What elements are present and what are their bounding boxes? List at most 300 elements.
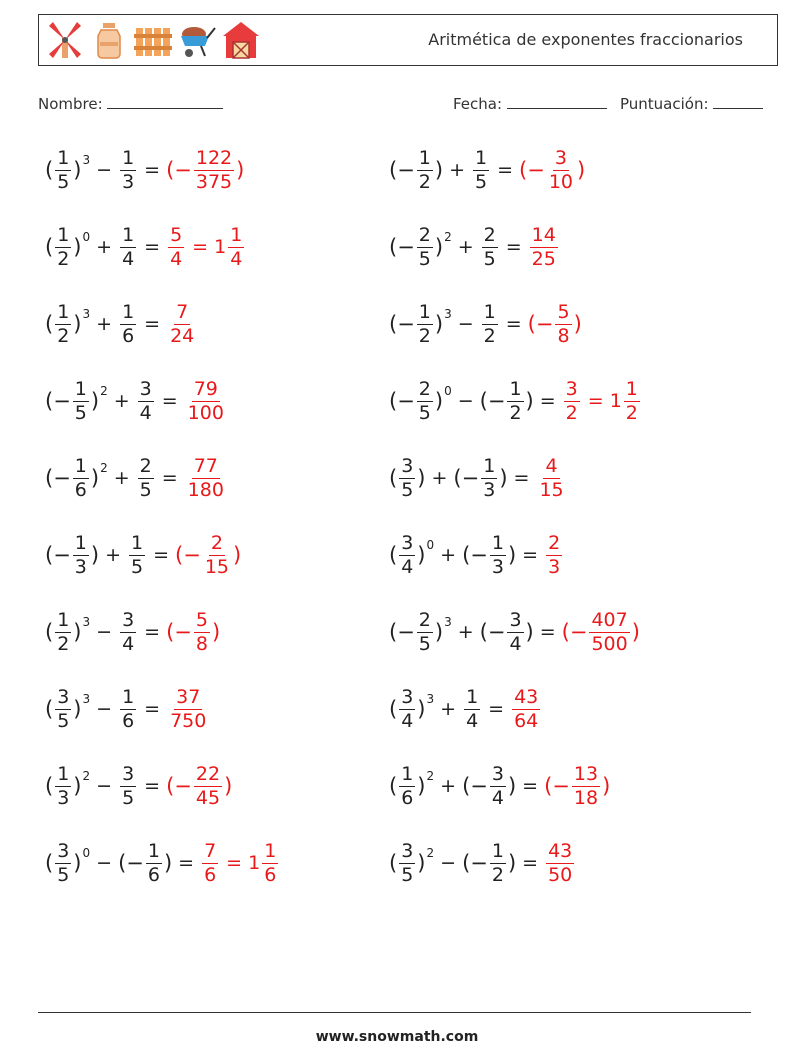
denominator: 2 — [565, 401, 578, 424]
denominator: 6 — [204, 863, 217, 886]
problem — [389, 679, 542, 739]
numerator: 3 — [122, 608, 135, 631]
numerator: 43 — [548, 839, 573, 862]
fraction — [73, 454, 89, 501]
fraction — [507, 377, 523, 424]
numerator: 1 — [122, 223, 135, 246]
numerator: 3 — [401, 685, 414, 708]
answer — [184, 454, 228, 501]
parenthesis: (− — [118, 851, 144, 875]
exponent: 2 — [82, 769, 91, 783]
operator: + — [113, 467, 130, 489]
problem-row — [45, 756, 765, 833]
denominator: 2 — [509, 401, 522, 424]
problem — [389, 371, 642, 431]
parenthesis: ) — [525, 620, 534, 644]
exponent: 3 — [426, 692, 435, 706]
parenthesis: ( — [45, 774, 54, 798]
fraction — [547, 146, 575, 193]
denominator: 3 — [57, 786, 70, 809]
denominator: 5 — [401, 478, 414, 501]
numerator: 22 — [195, 762, 221, 785]
numerator: 1 — [401, 762, 414, 785]
answer — [527, 300, 582, 347]
barn-icon — [221, 20, 261, 60]
fraction — [73, 531, 89, 578]
problem — [45, 756, 232, 816]
fraction — [186, 377, 226, 424]
parenthesis: ) — [631, 620, 640, 644]
problem-expression — [45, 146, 166, 193]
problem-expression — [389, 685, 510, 732]
fraction — [564, 377, 580, 424]
denominator: 3 — [491, 555, 504, 578]
numerator: 1 — [491, 839, 504, 862]
problem-row — [45, 140, 765, 217]
windmill-icon — [45, 20, 85, 60]
operator: − — [96, 159, 113, 181]
parenthesis: (− — [389, 235, 415, 259]
problem-expression — [45, 454, 184, 501]
problem-expression — [45, 531, 175, 578]
fraction — [546, 839, 574, 886]
parenthesis: (− — [389, 312, 415, 336]
problem-grid — [45, 140, 765, 910]
operator: = — [587, 390, 604, 412]
operator: = — [153, 544, 170, 566]
answer — [519, 146, 586, 193]
date-blank[interactable] — [507, 93, 607, 109]
parenthesis: ( — [389, 774, 398, 798]
fraction — [120, 762, 136, 809]
denominator: 2 — [483, 324, 496, 347]
numerator: 3 — [57, 839, 70, 862]
numerator: 1 — [625, 377, 638, 400]
problem-expression — [389, 146, 519, 193]
numerator: 7 — [176, 300, 189, 323]
parenthesis: ) — [73, 851, 82, 875]
parenthesis: ) — [417, 466, 426, 490]
denominator: 25 — [531, 247, 556, 270]
parenthesis: ( — [45, 697, 54, 721]
denominator: 15 — [539, 478, 564, 501]
parenthesis: ) — [90, 543, 100, 567]
header-icons — [45, 20, 261, 62]
fraction — [194, 762, 222, 809]
fraction — [55, 685, 71, 732]
operator: + — [440, 775, 457, 797]
parenthesis: ( — [45, 312, 54, 336]
operator: = — [522, 775, 539, 797]
date-field — [453, 93, 607, 113]
exponent: 0 — [82, 846, 91, 860]
fraction — [464, 685, 480, 732]
denominator: 4 — [139, 401, 152, 424]
denominator: 5 — [74, 401, 87, 424]
denominator: 4 — [122, 632, 135, 655]
name-blank[interactable] — [107, 93, 223, 109]
denominator: 180 — [187, 478, 224, 501]
numerator: 1 — [74, 531, 87, 554]
answer — [561, 608, 640, 655]
problem-row — [45, 602, 765, 679]
numerator: 3 — [509, 608, 522, 631]
fraction — [537, 454, 565, 501]
fraction — [129, 531, 145, 578]
parenthesis: ) — [434, 158, 444, 182]
numerator: 1 — [418, 146, 431, 169]
operator: = — [488, 698, 505, 720]
problem-row — [45, 294, 765, 371]
numerator: 1 — [509, 377, 522, 400]
parenthesis: (− — [519, 158, 545, 182]
milk-jug-icon — [89, 20, 129, 60]
numerator: 3 — [401, 531, 414, 554]
numerator: 1 — [57, 146, 70, 169]
operator: = — [144, 236, 161, 258]
problem — [45, 448, 228, 508]
problem-expression — [389, 762, 544, 809]
numerator: 1 — [475, 146, 488, 169]
parenthesis: ( — [45, 235, 54, 259]
parenthesis: ) — [499, 466, 508, 490]
parenthesis: (− — [462, 774, 488, 798]
problem-expression — [45, 608, 166, 655]
denominator: 2 — [57, 324, 70, 347]
fraction — [55, 762, 71, 809]
header-box — [38, 14, 778, 66]
fraction — [186, 454, 226, 501]
operator: − — [96, 775, 113, 797]
problem — [389, 294, 582, 354]
parenthesis: ) — [73, 774, 82, 798]
exponent: 0 — [444, 384, 452, 398]
fraction — [555, 300, 571, 347]
parenthesis: (− — [45, 543, 71, 567]
parenthesis: ) — [73, 697, 82, 721]
exponent: 0 — [426, 538, 435, 552]
fraction — [194, 146, 234, 193]
fraction — [482, 300, 498, 347]
parenthesis: ) — [577, 158, 586, 182]
denominator: 4 — [170, 247, 183, 270]
numerator: 3 — [139, 377, 152, 400]
operator: + — [457, 621, 474, 643]
denominator: 8 — [557, 324, 570, 347]
denominator: 4 — [509, 632, 522, 655]
parenthesis: (− — [45, 389, 71, 413]
denominator: 2 — [418, 324, 431, 347]
whole-number: 1 — [248, 852, 261, 874]
fraction — [417, 146, 433, 193]
parenthesis: ( — [45, 620, 54, 644]
fraction — [168, 223, 184, 270]
answer — [166, 685, 210, 732]
problem-row — [45, 217, 765, 294]
denominator: 4 — [466, 709, 479, 732]
denominator: 50 — [548, 863, 573, 886]
numerator: 1 — [466, 685, 479, 708]
parenthesis: ) — [233, 543, 242, 567]
operator: + — [105, 544, 122, 566]
numerator: 1 — [418, 300, 431, 323]
problem — [45, 371, 228, 431]
denominator: 15 — [204, 555, 230, 578]
numerator: 2 — [418, 223, 431, 246]
denominator: 2 — [491, 863, 504, 886]
parenthesis: ) — [507, 851, 517, 875]
denominator: 6 — [122, 709, 135, 732]
fraction — [55, 223, 71, 270]
parenthesis: ) — [434, 235, 444, 259]
operator: − — [96, 698, 113, 720]
parenthesis: (− — [527, 312, 554, 336]
numerator: 3 — [401, 839, 414, 862]
problem-expression — [389, 300, 528, 347]
parenthesis: ) — [236, 158, 245, 182]
parenthesis: ) — [163, 851, 173, 875]
numerator: 1 — [74, 377, 87, 400]
fraction — [399, 839, 415, 886]
fraction — [120, 608, 136, 655]
numerator: 1 — [74, 454, 87, 477]
fraction — [417, 223, 433, 270]
fraction — [120, 300, 136, 347]
numerator: 43 — [514, 685, 539, 708]
numerator: 77 — [193, 454, 218, 477]
problem-expression — [45, 685, 166, 732]
exponent: 3 — [82, 692, 91, 706]
denominator: 45 — [195, 786, 221, 809]
operator: − — [457, 390, 474, 412]
numerator: 1 — [147, 839, 160, 862]
operator: = — [513, 467, 530, 489]
denominator: 4 — [401, 709, 414, 732]
numerator: 1 — [483, 300, 496, 323]
denominator: 6 — [122, 324, 135, 347]
parenthesis: ) — [434, 620, 444, 644]
numerator: 1 — [57, 762, 70, 785]
numerator: 1 — [230, 223, 243, 246]
denominator: 5 — [401, 863, 414, 886]
exponent: 3 — [444, 307, 452, 321]
parenthesis: ( — [45, 158, 54, 182]
denominator: 5 — [122, 786, 135, 809]
denominator: 24 — [170, 324, 195, 347]
parenthesis: ) — [73, 158, 82, 182]
parenthesis: ) — [417, 697, 426, 721]
fraction — [417, 377, 433, 424]
operator: + — [113, 390, 130, 412]
numerator: 1 — [264, 839, 277, 862]
operator: = — [539, 390, 556, 412]
problem-expression — [45, 377, 184, 424]
fraction — [546, 531, 562, 578]
problem-expression — [389, 377, 562, 424]
denominator: 500 — [591, 632, 628, 655]
parenthesis: ) — [507, 774, 517, 798]
parenthesis: ( — [389, 466, 398, 490]
problem-expression — [45, 300, 166, 347]
operator: = — [144, 775, 161, 797]
denominator: 5 — [418, 247, 431, 270]
numerator: 2 — [418, 377, 431, 400]
fraction — [572, 762, 600, 809]
denominator: 8 — [195, 632, 208, 655]
problem-expression — [389, 531, 544, 578]
denominator: 5 — [57, 863, 70, 886]
exponent: 0 — [82, 230, 91, 244]
parenthesis: ) — [507, 543, 517, 567]
fraction — [507, 608, 523, 655]
fraction — [228, 223, 244, 270]
numerator: 37 — [176, 685, 201, 708]
parenthesis: (− — [166, 774, 192, 798]
numerator: 2 — [548, 531, 561, 554]
fraction — [512, 685, 540, 732]
parenthesis: ) — [224, 774, 233, 798]
fraction — [194, 608, 210, 655]
answer — [184, 377, 228, 424]
problem — [45, 525, 241, 585]
denominator: 375 — [195, 170, 233, 193]
exponent: 2 — [426, 846, 435, 860]
numerator: 13 — [573, 762, 599, 785]
problem — [389, 217, 560, 277]
denominator: 6 — [74, 478, 87, 501]
answer — [175, 531, 242, 578]
parenthesis: ) — [73, 312, 82, 336]
worksheet-title: Aritmética de exponentes fraccionarios — [428, 30, 743, 49]
parenthesis: ) — [525, 389, 534, 413]
denominator: 6 — [147, 863, 160, 886]
denominator: 6 — [401, 786, 414, 809]
parenthesis: (− — [462, 851, 488, 875]
answer — [166, 300, 198, 347]
operator: − — [96, 621, 113, 643]
fraction — [138, 377, 154, 424]
numerator: 1 — [483, 454, 496, 477]
exponent: 2 — [444, 230, 452, 244]
parenthesis: ( — [45, 851, 54, 875]
denominator: 2 — [418, 170, 431, 193]
parenthesis: ) — [90, 389, 100, 413]
operator: − — [457, 313, 474, 335]
problem-expression — [45, 762, 166, 809]
whole-number: 1 — [609, 390, 622, 412]
problem — [389, 448, 568, 508]
fraction — [481, 454, 497, 501]
parenthesis: ( — [389, 543, 398, 567]
fraction — [473, 146, 489, 193]
exponent: 3 — [82, 307, 91, 321]
operator: = — [178, 852, 195, 874]
fraction — [399, 454, 415, 501]
denominator: 5 — [131, 555, 144, 578]
problem — [45, 833, 280, 893]
fraction — [138, 454, 154, 501]
numerator: 79 — [193, 377, 218, 400]
fence-icon — [133, 20, 173, 60]
operator: + — [431, 467, 448, 489]
fraction — [399, 762, 415, 809]
parenthesis: ( — [389, 851, 398, 875]
fraction — [589, 608, 629, 655]
operator: + — [440, 698, 457, 720]
denominator: 18 — [573, 786, 599, 809]
denominator: 2 — [625, 401, 638, 424]
parenthesis: (− — [479, 389, 506, 413]
parenthesis: ) — [573, 312, 582, 336]
parenthesis: ) — [417, 851, 426, 875]
parenthesis: (− — [45, 466, 71, 490]
denominator: 5 — [418, 632, 431, 655]
problem — [45, 217, 246, 277]
fraction — [55, 300, 71, 347]
fraction — [262, 839, 278, 886]
answer — [166, 146, 245, 193]
operator: = — [161, 390, 178, 412]
denominator: 5 — [57, 170, 70, 193]
parenthesis: (− — [389, 620, 415, 644]
numerator: 2 — [210, 531, 223, 554]
operator: = — [522, 852, 539, 874]
answer — [544, 531, 564, 578]
numerator: 5 — [557, 300, 570, 323]
numerator: 122 — [195, 146, 233, 169]
numerator: 4 — [545, 454, 558, 477]
numerator: 1 — [122, 300, 135, 323]
fraction — [490, 762, 506, 809]
fraction — [55, 839, 71, 886]
problem — [389, 756, 610, 816]
operator: = — [226, 852, 243, 874]
problem-expression — [389, 454, 535, 501]
numerator: 3 — [401, 454, 414, 477]
fraction — [168, 300, 196, 347]
denominator: 4 — [122, 247, 135, 270]
denominator: 3 — [483, 478, 496, 501]
parenthesis: ) — [417, 543, 426, 567]
denominator: 4 — [230, 247, 243, 270]
fraction — [168, 685, 208, 732]
operator: = — [144, 313, 161, 335]
parenthesis: (− — [175, 543, 201, 567]
problem-row — [45, 525, 765, 602]
problem — [389, 140, 585, 200]
numerator: 1 — [57, 608, 70, 631]
answer — [544, 839, 576, 886]
fraction — [120, 146, 136, 193]
denominator: 5 — [483, 247, 496, 270]
fraction — [55, 146, 71, 193]
exponent: 3 — [444, 615, 452, 629]
parenthesis: (− — [166, 158, 192, 182]
parenthesis: (− — [479, 620, 506, 644]
score-blank[interactable] — [713, 93, 763, 109]
operator: − — [440, 852, 457, 874]
operator: = — [497, 159, 514, 181]
answer — [200, 839, 280, 886]
numerator: 1 — [122, 685, 135, 708]
parenthesis: ( — [389, 697, 398, 721]
numerator: 3 — [122, 762, 135, 785]
fraction — [399, 685, 415, 732]
operator: + — [96, 313, 113, 335]
parenthesis: ) — [211, 620, 221, 644]
answer — [166, 608, 221, 655]
problem-row — [45, 679, 765, 756]
